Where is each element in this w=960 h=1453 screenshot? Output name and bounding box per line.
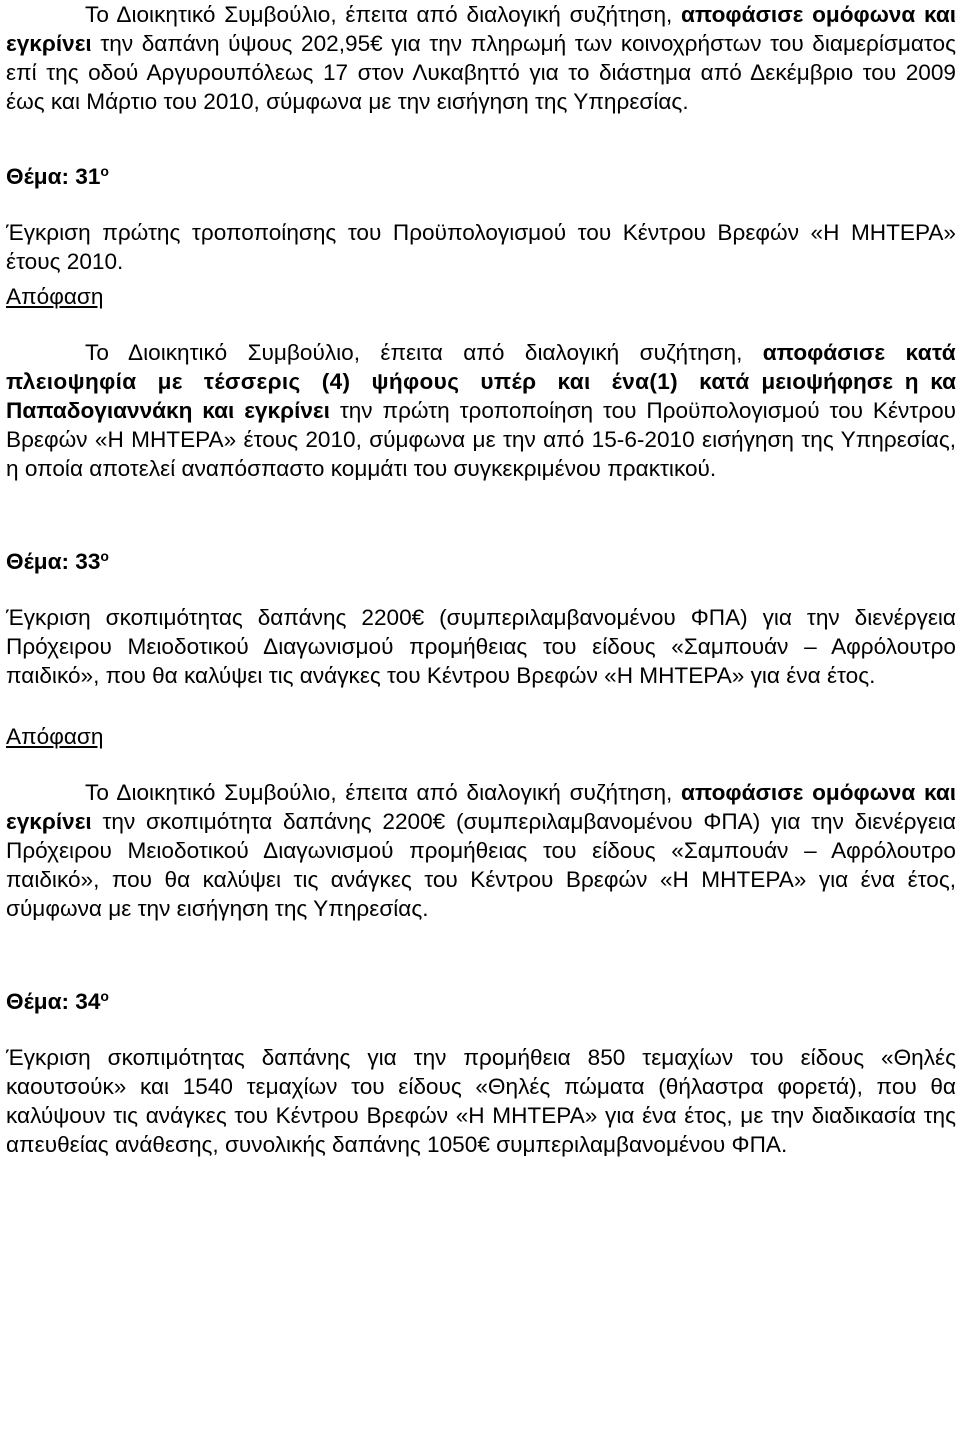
ordinal-superscript: ο xyxy=(100,548,109,564)
decision-intro-text: Το Διοικητικό Συμβούλιο, έπειτα από διαλογική συζήτηση, xyxy=(85,340,743,365)
decision-bold-text: ομόφωνα και εγκρίνει xyxy=(6,2,957,56)
decision-body-text: την δαπάνη ύψους 202,95€ για την πληρωμή των κοινοχρήστων του διαμερίσματος επί της οδού Αργυρουπόλεως 17 στον Λυκαβηττό για το διάστημα από Δεκέμβριο του 2009 έως και Μάρτιο του 2010, σύμφωνα με την εισήγηση της Υπηρεσίας. xyxy=(6,31,956,114)
ordinal-superscript: ο xyxy=(100,163,109,179)
decision-intro-text: Το Διοικητικό Συμβούλιο, έπειτα από διαλογική συζήτηση, xyxy=(85,780,673,805)
decision-body-text: την σκοπιμότητα δαπάνης 2200€ (συμπεριλαμβανομένου ΦΠΑ) για την διενέργεια Πρόχειρου Μειοδοτικού Διαγωνισμού προμήθειας του είδους «Σαμπουάν – Αφρόλουτρο παιδικό», που θα καλύψει τις ανάγκες του Κέντρου Βρεφών «Η ΜΗΤΕΡΑ» για ένα έτος, σύμφωνα με την εισήγηση της Υπηρεσίας. xyxy=(6,809,956,921)
decision-paragraph-33 xyxy=(6,778,956,923)
topic-title-33: Έγκριση σκοπιμότητας δαπάνης 2200€ (συμπεριλαμβανομένου ΦΠΑ) για την διενέργεια Πρόχειρου Μειοδοτικού Διαγωνισμού προμήθειας του είδους «Σαμπουάν – Αφρόλουτρο παιδικό», που θα καλύψει τις ανάγκες του Κέντρου Βρεφών «Η ΜΗΤΕΡΑ» για ένα έτος. xyxy=(6,605,956,688)
decision-bold-text: μειοψήφησε η κα Παπαδογιαννάκη και εγκρίνει xyxy=(6,369,957,423)
document-page xyxy=(6,0,956,1159)
decision-body-text: την πρώτη τροποποίηση του Προϋπολογισμού του Κέντρου Βρεφών «Η ΜΗΤΕΡΑ» έτους 2010, σύμφωνα με την από 15-6-2010 εισήγηση της Υπηρεσίας, η οποία αποτελεί αναπόσπαστο κομμάτι του συγκεκριμένου πρακτικού. xyxy=(6,398,957,481)
decision-bold-text: αποφάσισε xyxy=(762,340,886,365)
decision-paragraph-31 xyxy=(6,338,956,483)
decision-bold-text: αποφάσισε xyxy=(681,2,804,27)
decision-label-31: Απόφαση xyxy=(6,284,104,309)
topic-title-34: Έγκριση σκοπιμότητας δαπάνης για την προμήθεια 850 τεμαχίων του είδους «Θηλές καουτσούκ» και 1540 τεμαχίων του είδους «Θηλές πώματα (θήλαστρα φορετά), που θα καλύψουν τις ανάγκες του Κέντρου Βρεφών «Η ΜΗΤΕΡΑ» για ένα έτος, με την διαδικασία της απευθείας ανάθεσης, συνολικής δαπάνης 1050€ συμπεριλαμβανομένου ΦΠΑ. xyxy=(6,1045,956,1157)
ordinal-superscript: ο xyxy=(100,988,109,1004)
topic-title-31: Έγκριση πρώτης τροποποίησης του Προϋπολογισμού του Κέντρου Βρεφών «Η ΜΗΤΕΡΑ» έτους 2010. xyxy=(6,220,956,274)
decision-label-33: Απόφαση xyxy=(6,724,104,749)
topic-heading-33: Θέμα: $33^o$ xyxy=(6,548,109,574)
decision-bold-text: αποφάσισε xyxy=(681,780,804,805)
decision-bold-text: ομόφωνα και εγκρίνει xyxy=(6,780,957,834)
topic-heading-31: Θέμα: $31^o$ xyxy=(6,163,109,189)
decision-paragraph-previous-topic xyxy=(6,0,956,116)
decision-bold-text: κατά πλειοψηφία με τέσσερις (4) ψήφους υπέρ και ένα(1) κατά xyxy=(6,340,956,394)
topic-heading-34: Θέμα: $34^o$ xyxy=(6,988,109,1014)
decision-intro-text: Το Διοικητικό Συμβούλιο, έπειτα από διαλογική συζήτηση, xyxy=(85,2,673,27)
